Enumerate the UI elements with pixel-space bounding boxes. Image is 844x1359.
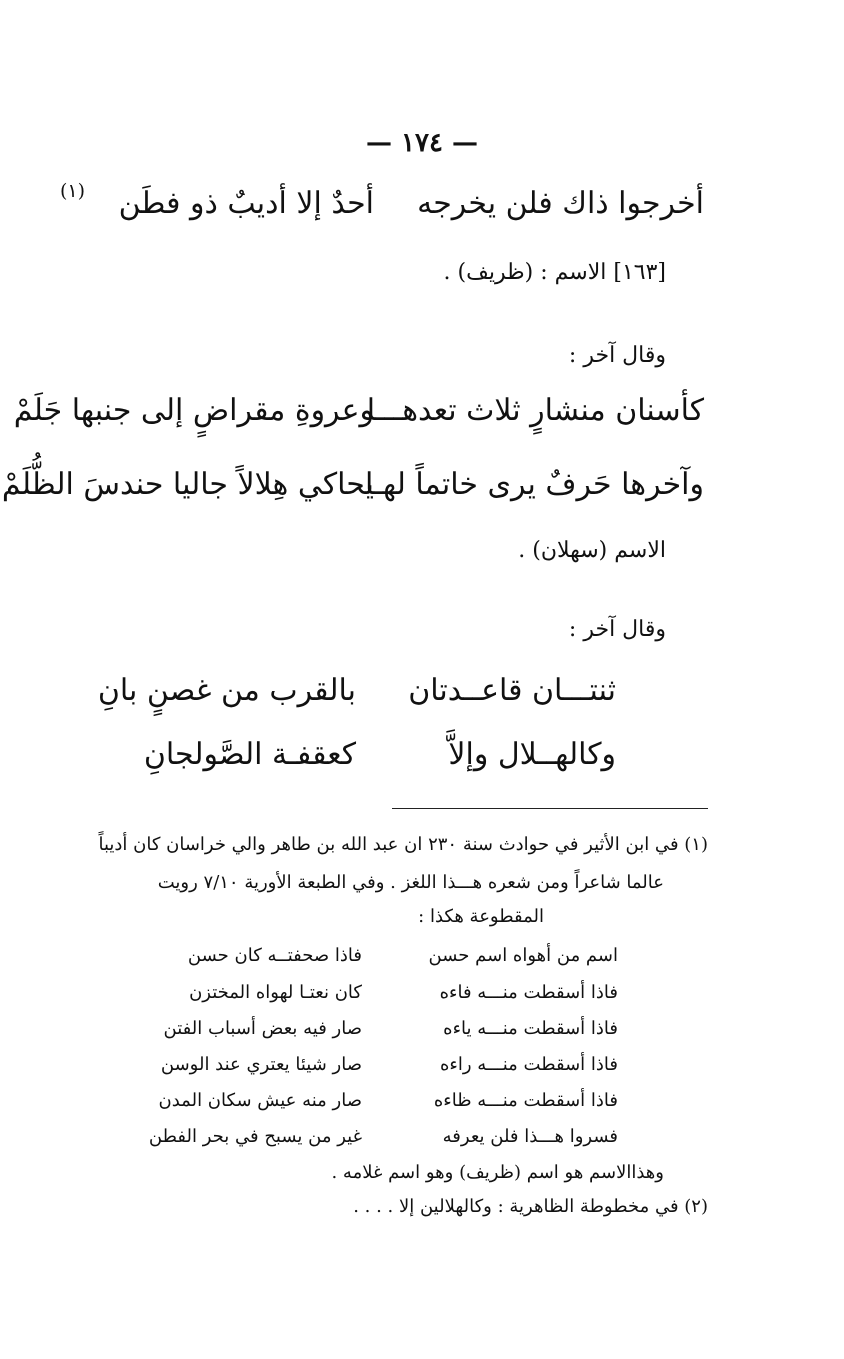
verse-hemistich-left: بالقرب من غصنٍ بانِ	[97, 673, 356, 708]
verse-hemistich-right: أخرجوا ذاك فلن يخرجه	[417, 186, 704, 221]
riddle-answer: [١٦٣] الاسم : (ظريف) .	[443, 260, 666, 285]
verse-hemistich-left: كعقفـة الصَّولجانِ	[143, 737, 356, 772]
verse-hemistich-right: ثنتـــان قاعــدتان	[408, 673, 616, 708]
footnote-verse-right: فسروا هـــذا فلن يعرفه	[442, 1126, 618, 1147]
footnote-marker: (١)	[60, 180, 86, 202]
footnote-verse-left: غير من يسبح في بحر الفطن	[148, 1126, 362, 1147]
riddle-answer: الاسم (سهلان) .	[518, 538, 666, 563]
footnote-verse-right: اسم من أهواه اسم حسن	[428, 945, 618, 966]
footnote-1-line: عالما شاعراً ومن شعره هـــذا اللغز . وفي الطبعة الأورية ٧/١٠ رويت	[157, 872, 664, 893]
footnote-separator	[392, 808, 708, 809]
verse-hemistich-left: وعروةِ مقراضٍ إلى جنبها جَلَمْ	[13, 393, 374, 428]
footnote-verse-right: فاذا أسقطت منـــه ظاءه	[433, 1090, 618, 1111]
verse-hemistich-right: وآخرها حَرفٌ يرى خاتماً لهـا	[364, 467, 704, 502]
footnote-1-end: وهذاالاسم هو اسم (ظريف) وهو اسم غلامه .	[331, 1162, 664, 1183]
footnote-1-line: (١) في ابن الأثير في حوادث سنة ٢٣٠ ان عبد الله بن طاهر والي خراسان كان أديباً	[98, 834, 708, 855]
footnote-2: (٢) في مخطوطة الظاهرية : وكالهلالين إلا . . . .	[353, 1196, 708, 1217]
footnote-1-line: المقطوعة هكذا :	[418, 906, 544, 927]
page-number: — ١٧٤ —	[365, 128, 479, 158]
footnote-verse-right: فاذا أسقطت منـــه ياءه	[443, 1018, 618, 1039]
footnote-verse-left: صار فيه بعض أسباب الفتن	[163, 1018, 362, 1039]
verse-hemistich-right: وكالهــلال وإلاَّ	[448, 737, 616, 772]
footnote-verse-left: فاذا صحفتــه كان حسن	[187, 945, 362, 966]
footnote-verse-right: فاذا أسقطت منـــه راءه	[439, 1054, 618, 1075]
intro-line: وقال آخر :	[568, 343, 666, 368]
verse-hemistich-left: أحدٌ إلا أديبٌ ذو فطَن	[118, 186, 374, 221]
footnote-verse-right: فاذا أسقطت منـــه فاءه	[439, 982, 618, 1003]
intro-line: وقال آخر :	[568, 617, 666, 642]
footnote-verse-left: صار منه عيش سكان المدن	[158, 1090, 362, 1111]
verse-hemistich-left: يحاكي هِلالاً جاليا حندسَ الظُّلَمْ	[1, 467, 374, 502]
footnote-verse-left: صار شيئا يعتري عند الوسن	[160, 1054, 362, 1075]
verse-hemistich-right: كأسنان منشارٍ ثلاث تعدهـــا	[366, 393, 704, 428]
footnote-verse-left: كان نعتـا لهواه المختزن	[189, 982, 362, 1003]
